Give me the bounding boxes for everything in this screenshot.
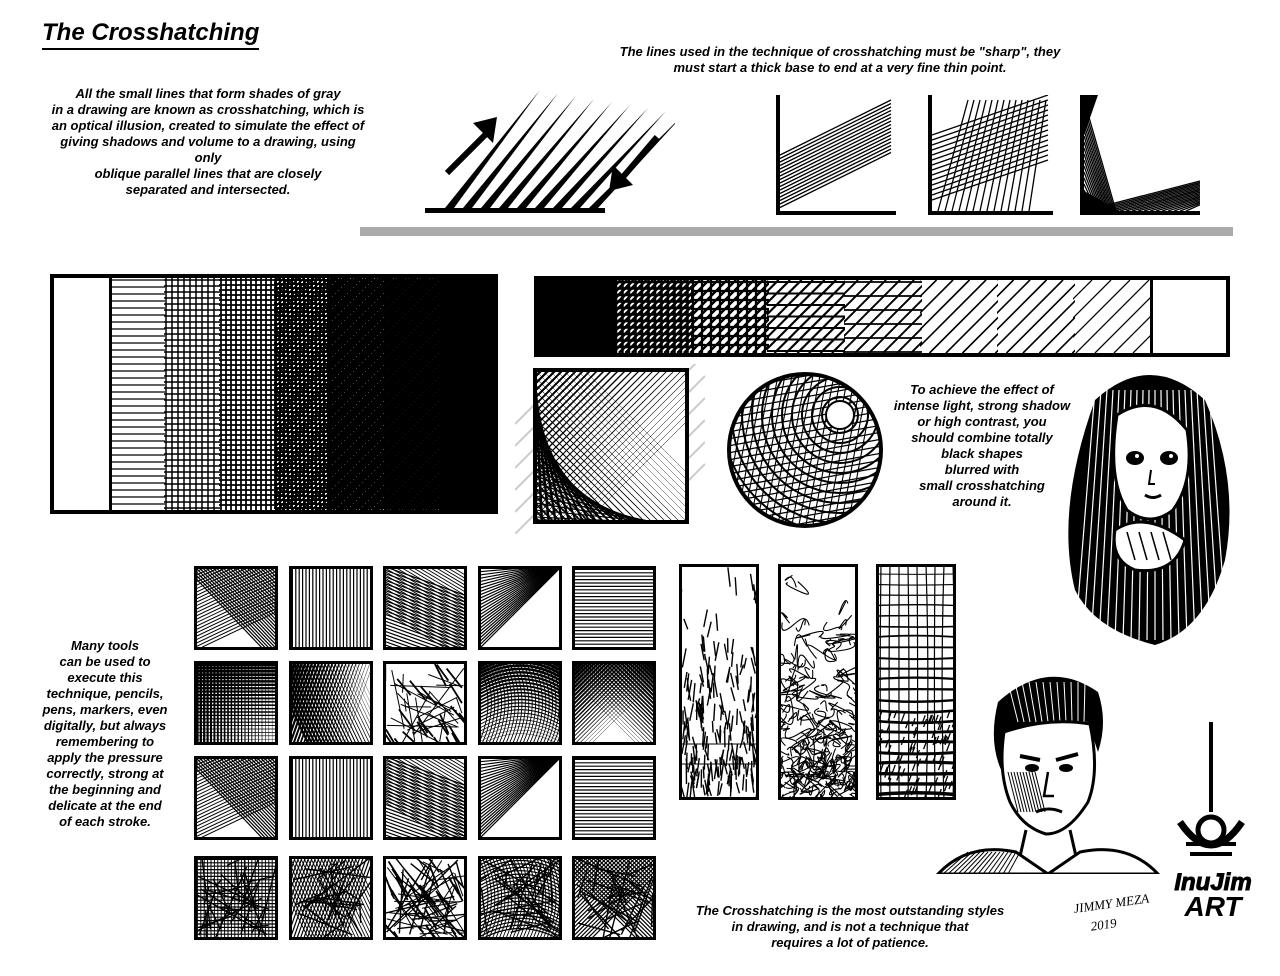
step-separator (109, 278, 112, 510)
corner-bottom-edge (776, 211, 896, 215)
value-step-0 (54, 278, 110, 510)
baseline (425, 208, 605, 213)
hatch-sample-7 (289, 661, 373, 745)
logo-emblem-icon (1168, 722, 1258, 922)
corner-left-edge (776, 95, 780, 215)
svg-text:2019: 2019 (1089, 915, 1118, 934)
right-eye (1059, 764, 1073, 772)
value-scale-light-to-dark (50, 274, 498, 514)
square-gradient-hatch (515, 364, 705, 534)
hatch-sample-12 (289, 756, 373, 840)
hatch-sample-5 (572, 566, 656, 650)
contrast-text: To achieve the effect of intense light, strong shadow or high contrast, you should combine totally black shapes blurred with small crosshatching around it. (893, 382, 1071, 509)
hatch-sample-2 (289, 566, 373, 650)
hatch-sample-11 (194, 756, 278, 840)
hatch-sample-20 (572, 856, 656, 940)
hatch-sample-19 (478, 856, 562, 940)
value-step-4 (844, 280, 922, 353)
value-step-4 (274, 278, 330, 510)
hatch-sample-3 (383, 566, 467, 650)
hatch-sample-4 (478, 566, 562, 650)
sharp-stroke (571, 111, 666, 208)
left-eye (1126, 451, 1144, 465)
value-step-7 (1073, 280, 1151, 353)
value-scale-dark-to-light (534, 276, 1230, 357)
sharp-stroke (463, 93, 558, 208)
value-step-7 (439, 278, 495, 510)
hatch-sample-13 (383, 756, 467, 840)
hatch-sample-16 (194, 856, 278, 940)
corner-bottom-edge (1080, 211, 1200, 215)
value-step-6 (384, 278, 440, 510)
dense-hatch-corner (1080, 95, 1200, 215)
right-eye (1160, 451, 1178, 465)
corner-bottom-edge (928, 211, 1053, 215)
panel-texture (679, 567, 759, 800)
intro-text: All the small lines that form shades of gray in a drawing are known as crosshatching, which is an optical illusion, created to simulate the effect of giving shadows and volume to a drawing, using only oblique parallel lines that are closely separated and intersected. (51, 86, 365, 197)
corner-hatching (1084, 100, 1200, 211)
face (1114, 405, 1189, 519)
corner-left-edge (1080, 95, 1084, 215)
corner-hatching (932, 95, 1048, 211)
section-divider (360, 227, 1233, 236)
value-step-8 (1150, 280, 1228, 353)
tools-text: Many tools can be used to execute this technique, pencils, pens, markers, even digitally, but always remembering to apply the pressure correctly, strong at the beginning and delicate at the end of each stroke. (42, 638, 168, 829)
sharp-lines-demo (425, 85, 675, 217)
page-title: The Crosshatching (42, 18, 259, 50)
texture-panel-scribble (778, 564, 858, 800)
sharp-stroke (553, 108, 648, 208)
texture-panel-grass (679, 564, 759, 800)
hatch-sample-9 (478, 661, 562, 745)
hatch-sample-14 (478, 756, 562, 840)
sharp-lines-text: The lines used in the technique of crosshatching must be "sharp", they must start a thick base to end at a very fine thin point. (619, 44, 1061, 75)
svg-text:JIMMY MEZA: JIMMY MEZA (1072, 890, 1150, 917)
value-step-2 (691, 280, 769, 353)
value-step-6 (997, 280, 1075, 353)
hatch-sample-6 (194, 661, 278, 745)
woman-portrait-illustration (1055, 360, 1240, 650)
value-step-5 (920, 280, 998, 353)
value-step-3 (219, 278, 275, 510)
single-hatch-corner (776, 95, 896, 215)
panel-texture (778, 575, 858, 800)
value-step-5 (329, 278, 385, 510)
sharp-stroke (535, 105, 630, 208)
hatch-sample-17 (289, 856, 373, 940)
logo-top-word: InuJim (1174, 869, 1252, 896)
corner-left-edge (928, 95, 932, 215)
artist-signature (1070, 890, 1160, 934)
closing-text: The Crosshatching is the most outstanding styles in drawing, and is not a technique that requires a lot of patience. (695, 903, 1005, 950)
value-step-2 (164, 278, 220, 510)
sphere-hatch (722, 370, 888, 530)
sharp-stroke (445, 90, 540, 208)
logo-bottom-word: ART (1184, 891, 1242, 922)
sharp-stroke (481, 96, 576, 208)
value-step-3 (767, 280, 845, 353)
sphere-highlight (826, 401, 854, 429)
value-step-1 (109, 278, 165, 510)
value-step-1 (614, 280, 692, 353)
corner-hatching (780, 100, 891, 208)
hatch-sample-10 (572, 661, 656, 745)
hatch-sample-18 (383, 856, 467, 940)
sharp-stroke (517, 102, 612, 208)
left-eye (1025, 764, 1039, 772)
hatch-sample-1 (194, 566, 278, 650)
cross-hatch-corner (928, 95, 1053, 215)
hatch-sample-15 (572, 756, 656, 840)
sharp-stroke (499, 99, 594, 208)
man-portrait-illustration (928, 662, 1164, 874)
hatch-sample-8 (383, 661, 467, 745)
value-step-0 (538, 280, 616, 353)
step-separator (1150, 280, 1153, 353)
arrow-down-left-icon (623, 137, 657, 177)
